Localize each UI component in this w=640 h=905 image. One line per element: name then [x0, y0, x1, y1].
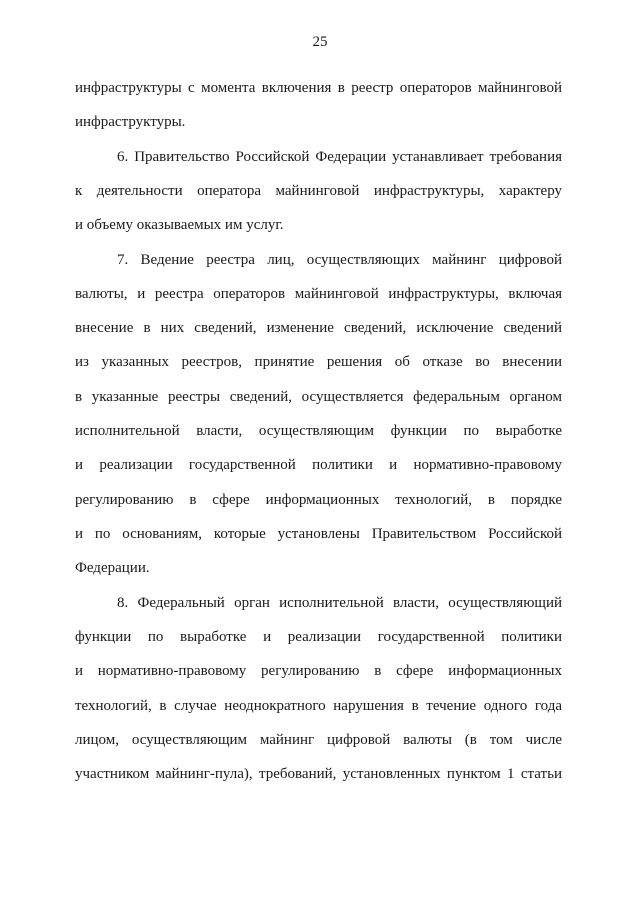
text-line: 6. Правительство Российской Федерации устанавливает требования — [117, 149, 562, 165]
text-line: лицом, осуществляющим майнинг цифровой валюты (в том числе — [75, 732, 562, 748]
text-line: и реализации государственной политики и нормативно-правовому — [75, 457, 562, 473]
text-line: в указанные реестры сведений, осуществляется федеральным органом — [75, 389, 562, 405]
text-line: регулированию в сфере информационных технологий, в порядке — [75, 492, 562, 508]
text-line: функции по выработке и реализации государственной политики — [75, 629, 562, 645]
text-line: инфраструктуры. — [75, 114, 186, 130]
text-line: и нормативно-правовому регулированию в сфере информационных — [75, 663, 562, 679]
text-line: 8. Федеральный орган исполнительной власти, осуществляющий — [117, 595, 562, 611]
text-line: и объему оказываемых им услуг. — [75, 217, 284, 233]
text-line: исполнительной власти, осуществляющим функции по выработке — [75, 423, 562, 439]
text-line: валюты, и реестра операторов майнинговой инфраструктуры, включая — [75, 286, 562, 302]
text-line: к деятельности оператора майнинговой инфраструктуры, характеру — [75, 183, 562, 199]
text-line: технологий, в случае неоднократного нарушения в течение одного года — [75, 698, 562, 714]
text-line: из указанных реестров, принятие решения об отказе во внесении — [75, 354, 562, 370]
page-number: 25 — [312, 34, 328, 50]
text-line: участником майнинг-пула), требований, установленных пунктом 1 статьи — [75, 766, 562, 782]
text-line: инфраструктуры с момента включения в реестр операторов майнинговой — [75, 80, 562, 96]
text-line: Федерации. — [75, 560, 150, 576]
text-line: внесение в них сведений, изменение сведений, исключение сведений — [75, 320, 562, 336]
text-line: 7. Ведение реестра лиц, осуществляющих майнинг цифровой — [117, 252, 562, 268]
text-line: и по основаниям, которые установлены Правительством Российской — [75, 526, 562, 542]
